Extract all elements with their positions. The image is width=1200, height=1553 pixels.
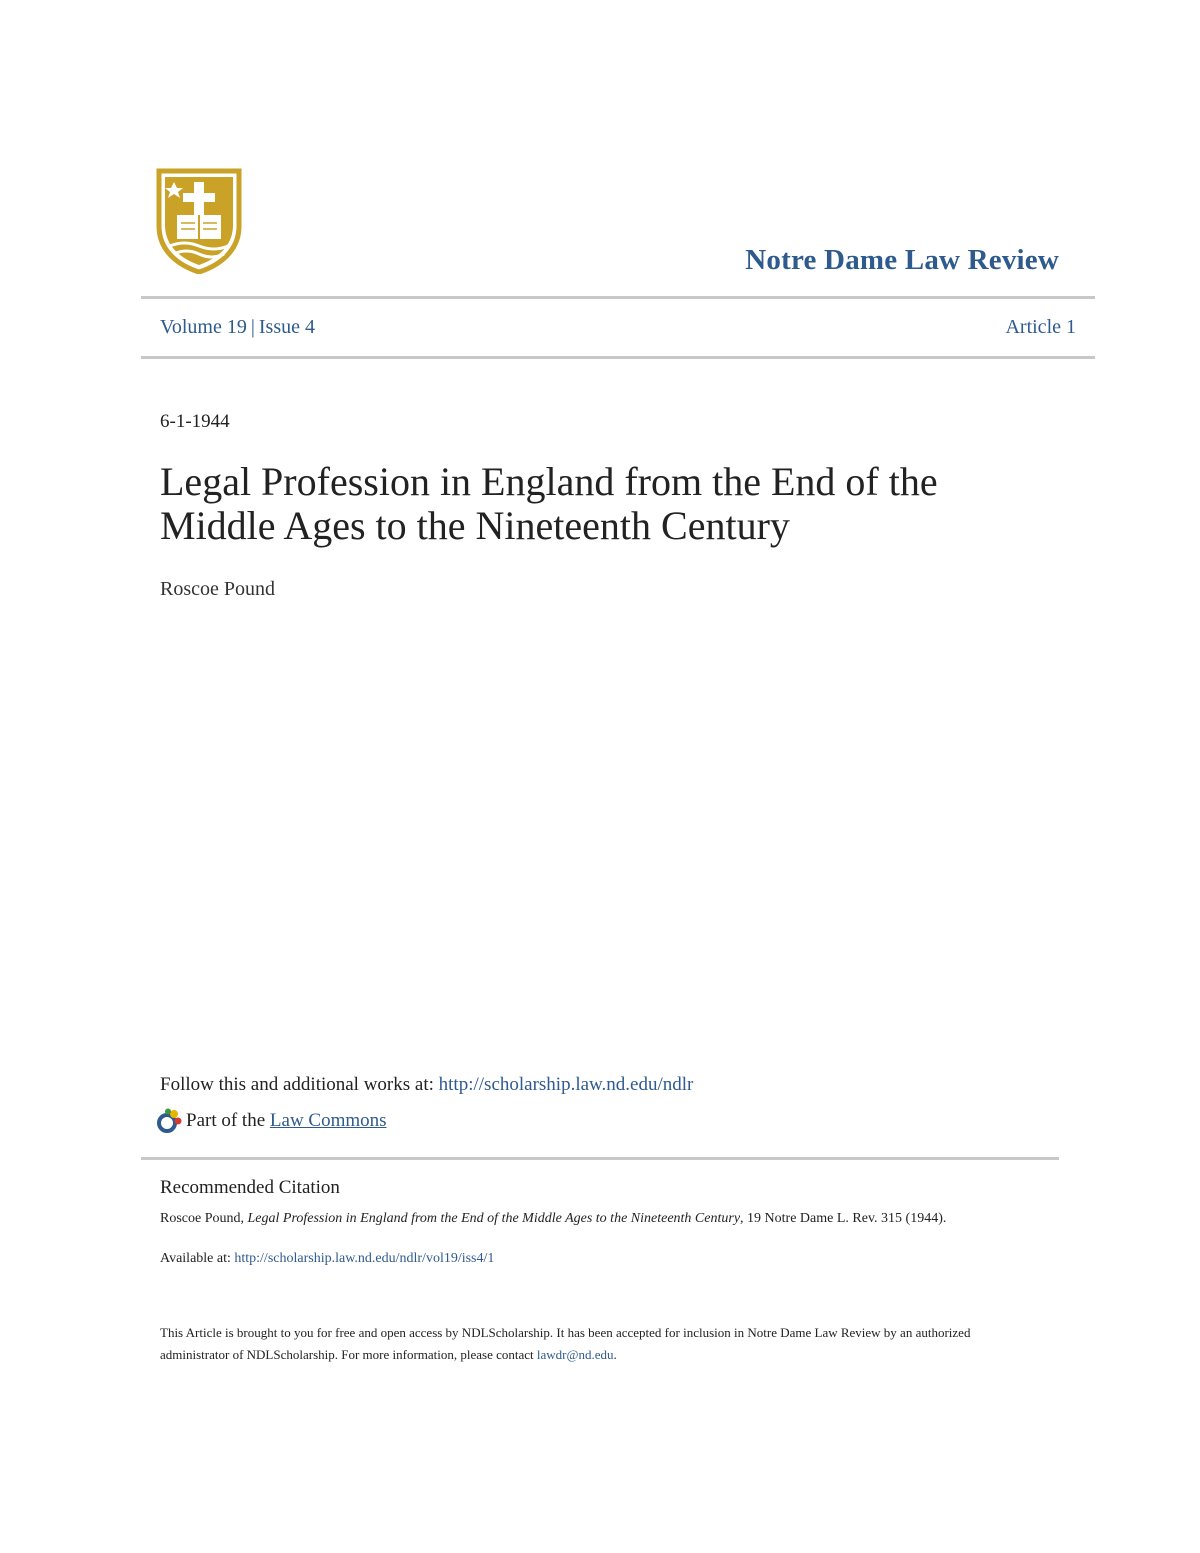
access-notice <box>160 1322 1010 1366</box>
header-divider-bottom <box>141 356 1095 359</box>
article-title: Legal Profession in England from the End of the Middle Ages to the Nineteenth Century <box>160 459 938 548</box>
follow-url-link[interactable]: http://scholarship.law.nd.edu/ndlr <box>438 1074 694 1095</box>
citation-title: Legal Profession in England from the End of the Middle Ages to the Nineteenth Century <box>247 1211 741 1226</box>
bepress-commons-icon <box>156 1108 182 1134</box>
citation-author: Roscoe Pound, <box>160 1211 248 1226</box>
university-shield-icon <box>156 168 242 274</box>
author-name: Roscoe Pound <box>160 578 275 600</box>
volume-link[interactable]: Volume 19 <box>160 316 247 338</box>
contact-email-link[interactable]: lawdr@nd.edu <box>536 1347 614 1362</box>
publication-date: 6-1-1944 <box>160 411 230 432</box>
journal-title[interactable]: Notre Dame Law Review <box>745 244 1059 276</box>
follow-prefix: Follow this and additional works at: <box>160 1074 439 1095</box>
notice-end: . <box>613 1347 617 1362</box>
citation-heading: Recommended Citation <box>160 1177 340 1198</box>
available-prefix: Available at: <box>160 1251 235 1266</box>
part-of-prefix: Part of the <box>186 1110 270 1131</box>
article-number: Article 1 <box>1005 316 1076 338</box>
issue-link[interactable]: Issue 4 <box>258 316 315 338</box>
available-url-link[interactable]: http://scholarship.law.nd.edu/ndlr/vol19/iss4/1 <box>234 1251 495 1266</box>
part-of-commons-line <box>160 1108 387 1134</box>
law-commons-link[interactable]: Law Commons <box>269 1110 387 1131</box>
volume-issue-line <box>160 316 315 339</box>
header-divider-top <box>141 296 1095 299</box>
volume-issue-separator: | <box>250 316 255 338</box>
citation-divider <box>141 1157 1059 1160</box>
citation-suffix: , 19 Notre Dame L. Rev. 315 (1944). <box>740 1211 947 1226</box>
available-at-line <box>160 1251 494 1267</box>
follow-works-line <box>160 1074 693 1096</box>
notice-text: This Article is brought to you for free and open access by NDLScholarship. It has been accepted for inclusion in Notre Dame Law Review by an authorized administrator of NDLScholarship. For more information, please contact <box>160 1325 971 1362</box>
citation-text <box>160 1209 1010 1228</box>
